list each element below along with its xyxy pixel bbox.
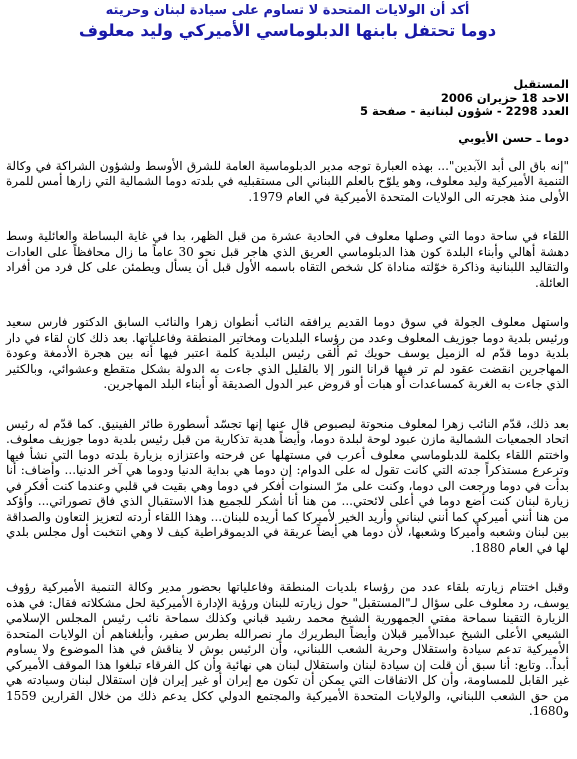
article-paragraph: "إنه باق الى أبد الآبدين"... بهذه العبارة توجه مدير الدبلوماسية العامة للشرق الأوسط ولشؤون الشراكة في وكالة التنمية الأميركية وليد معلوف، وهو يلوّح بالعلم اللبناني الى مستقبليه في بلدته دوما الشمالية التي زارها أمس للمرة الأولى منذ هجرته الى الولايات المتحدة الأميركية في العام 1979. <box>6 158 569 204</box>
publish-date: الاحد 18 حزيران 2006 <box>440 90 569 105</box>
article-byline: دوما ـ حسن الأيوبي <box>458 130 569 145</box>
article-paragraph: واستهل معلوف الجولة في سوق دوما القديم يرافقه النائب أنطوان زهرا والنائب السابق الدكتور فارس سعيد ورئيس بلدية دوما جوزيف المعلوف وعدد من رؤساء البلديات ومخاتير المنطقة وفاعلياتها. بعد ذلك كان لقاء في دار بلدية دوما قدّم له الزميل يوسف حويك ثم ألقى رئيس البلدية كلمة اعتبر فيها أنه بين هجرة الأدمغة وعودة المهاجرين انقضت عقود لم تر فيها قرانا النور إلا بالقليل الذي جاءت به الدولة بشكل متقطع وعشوائي، وبالكثير الذي جاءت به الغربة كمساعدات أو هبات أو قروض عبر الدول الصديقة أو أبناء البلد المهاجرين. <box>6 315 569 391</box>
article-headline: دوما تحتفل بابنها الدبلوماسي الأميركي وليد معلوف <box>78 21 497 40</box>
article-paragraph: وقبل اختتام زيارته بلقاء عدد من رؤساء بلديات المنطقة وفاعلياتها بحضور مدير وكالة التنمية الأميركية رؤوف يوسف، رد معلوف على سؤال لـ"المستقبل" حول زيارته للبنان ورؤية الإدارة الأميركية لحل مشكلاته فقال: في هذه الزيارة التقينا سماحة مفتي الجمهورية الشيخ محمد رشيد قباني وكذلك سماحة نائب رئيس المجلس الإسلامي الشيعي الأعلى الشيخ عبدالأمير قبلان وأيضاً البطريرك مار نصرالله بطرس صفير، وأبلغناهم أن الولايات المتحدة الأميركية تدعم سيادة واستقلال وحرية الشعب اللبناني، وأن الرئيس بوش لا يناقش في هذا الموضوع ولا يساوم أبداً.. وتابع: أنا سبق أن قلت إن سيادة لبنان واستقلال لبنان هي نهائية وأن كل الفرقاء تبلغوا هذا الموقف الأميركي غير القابل للمساومة، وأن كل الاتفاقات التي يمكن أن تكون مع إيران أو غير إيران فإن استقلال لبنان وسيادته هي من حق الشعب اللبناني، والولايات المتحدة الأميركية والمجتمع الدولي ككل يدعم ذلك من خلال القرارين 1559 و1680. <box>6 580 569 718</box>
source-name: المستقبل <box>513 77 569 91</box>
article-body <box>6 159 569 720</box>
article-meta <box>6 78 569 119</box>
article-paragraph: اللقاء في ساحة دوما التي وصلها معلوف في الحادية عشرة من قبل الظهر، بدا في غاية البساطة والعائلية وسط دهشة أهالي وأبناء البلدة كون هذا الدبلوماسي العريق الذي هاجر قبل نحو 30 عاماً ما زال محافظاً على العادات والتقاليد اللبنانية وذاكرة خوّلته مناداة كل شخص التقاه باسمه الأول قبل أن يسأل ويطمئن على كل فرد من أفراد العائلة. <box>6 229 569 290</box>
article-paragraph: بعد ذلك، قدّم النائب زهرا لمعلوف منحوتة لبصبوص قال عنها إنها تجسّد أسطورة طائر الفينيق. كما قدّم له رئيس اتحاد الجمعيات الشمالية مازن عبود لوحة لبلدة دوما، وأيضاً هدية تذكارية من قبل رئيس بلدية دوما جوزيف معلوف. واختتم اللقاء بكلمة للدبلوماسي معلوف أعرب في مستهلها عن فرحته واعتزازه بزيارة بلدته دوما التي نشأ فيها وترعرع مستذكراً جدته التي كانت تقول له على الدوام: إن دوما هي بداية الدنيا ودوما هي آخر الدنيا... وأضاف: أنا بدأت في دوما ورجعت الى دوما، وكنت على مرّ السنوات أفكر في دوما وهي بقيت في قلبي وعندما كنت أفكر في زيارة لبنان كنت أضع دوما في أعلى لائحتي... من هنا أنا أشكر للجميع هذا الاستقبال الذي فاق تصوراتي... وأؤكد من هنا أنني أميركي كما أنني لبناني وأريد الخير لأميركا كما أريده للبنان... وهذا اللقاء أردته لتعزيز التعاون والصداقة بين لبنان وشعبه وأميركا وشعبها، لأن دوما هي أيضاً عريقة في الديموقراطية كيف لا وهي انتخبت أول مجلس بلدي لها في العام 1880. <box>6 416 569 555</box>
article-supertitle: أكد أن الولايات المتحدة لا تساوم على سيادة لبنان وحريته <box>105 3 470 18</box>
issue-section: العدد 2298 - شؤون لبنانية - صفحة 5 <box>359 104 569 118</box>
